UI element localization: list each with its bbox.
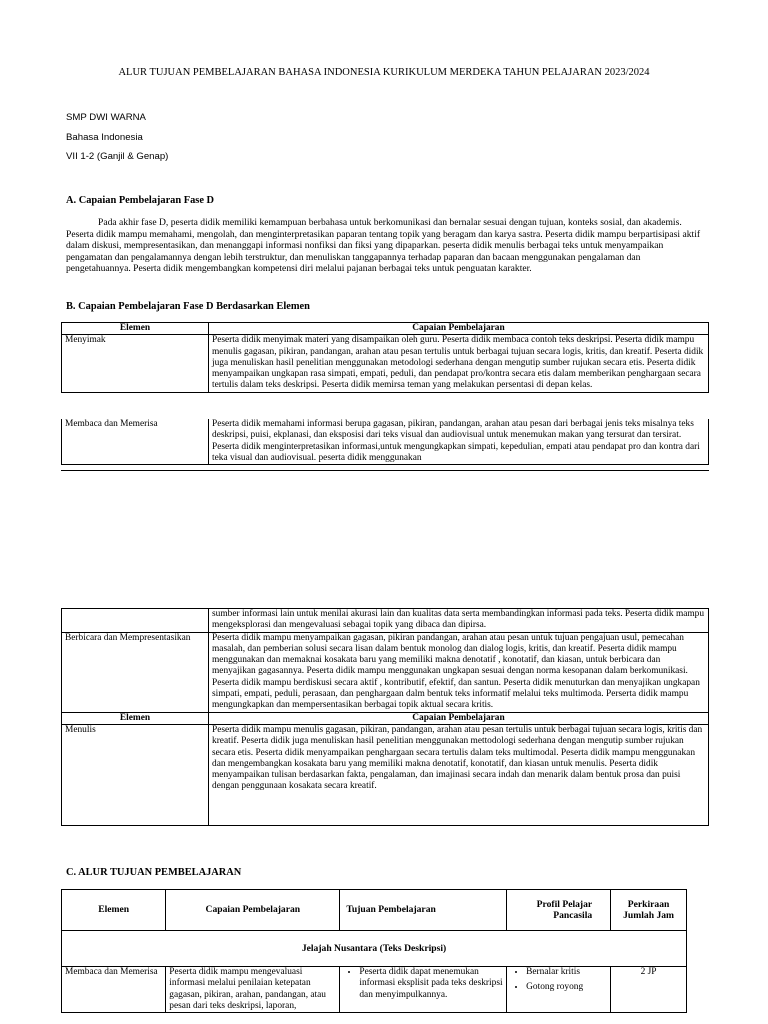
elemen-cell: Membaca dan Memerisa <box>62 419 209 465</box>
col-elemen: Elemen <box>62 890 166 931</box>
section-c-heading: C. ALUR TUJUAN PEMBELAJARAN <box>66 867 242 878</box>
col-capaian: Capaian Pembelajaran <box>209 712 709 724</box>
cp-paragraph: Pada akhir fase D, peserta didik memiliki kemampuan berbahasa untuk berkomunikasi dan bernalar sesuai dengan tujuan, konteks sosial, dan akademis. Peserta didik mampu memahami, mengolah, dan menginterpretasikan paparan tentang topik yang beragam dan karya sastra. Peserta didik mampu berpartisipasi aktif dalam diskusi, mempresentasikan, dan menanggapi informasi nonfiksi dan fiksi yang dipaparkan. peserta didik menulis berbagai teks untuk menyampaikan pengamatan dan pengalamannya dengan lebih terstruktur, dan menuliskan tanggapannya terhadap paparan dan bacaan menggunakan pengalaman dan pengetahuannya. Peserta didik mengembangkan kompetensi diri melalui pajanan berbagai teks untuk penguatan karakter. <box>66 217 701 274</box>
elemen-cell: Berbicara dan Mempresentasikan <box>62 632 209 712</box>
col-profil: Profil Pelajar Pancasila <box>507 890 611 931</box>
tujuan-item: • Peserta didik dapat menemukan informasi eksplisit pada teks deskripsi dan menyimpulkannya. <box>359 967 503 1001</box>
table-row <box>62 967 687 1013</box>
tujuan-cell <box>340 967 507 1013</box>
table-page-break <box>61 419 709 471</box>
profil-item: • Bernalar kritis <box>526 967 607 978</box>
capaian-cell: Peserta didik memahami informasi berupa gagasan, pikiran, pandangan, arahan atau pesan dari berbagai jenis teks misalnya teks deskripsi, puisi, ekplanasi, dan eksposisi dari teks visual dan audiovisual untuk menemukan makan yang tersurat dan tersirat. Peserta didik menginterpretasikan informasi,untuk mengungkapkan simpati, kepedulian, empati atau pendapat pro dan kontra dari teka visual dan audiovisual. peserta didik menggunakan <box>209 419 709 465</box>
table-row <box>62 419 709 465</box>
table-header-row <box>62 323 709 335</box>
table-header-row <box>62 712 709 724</box>
school-name: SMP DWI WARNA <box>66 112 146 123</box>
group-row <box>62 931 687 967</box>
subject-name: Bahasa Indonesia <box>66 132 143 143</box>
col-elemen: Elemen <box>62 712 209 724</box>
elemen-cell: Menyimak <box>62 335 209 392</box>
elemen-cell: Menulis <box>62 724 209 825</box>
elemen-table <box>61 322 709 393</box>
profil-item: • Gotong royong <box>526 982 607 993</box>
col-capaian: Capaian Pembelajaran <box>166 890 340 931</box>
table-row <box>62 609 709 633</box>
elemen-cell: Membaca dan Memerisa <box>62 967 166 1013</box>
capaian-cell: Peserta didik mampu menyampaikan gagasan, pikiran pandangan, arahan atau pesan untuk tujuan pengajuan usul, pemecahan masalah, dan pemberian solusi secara lisan dalam bentuk monolog dan dialog logis, kritis, dan kreatif. Peserta didik mampu menggunakan dan memaknai kosakata baru yang memiliki makna denotatif , konotatif, dan kiasan, untuk berbicara dan menyajikan gagasannya. Peserta didik mampu menggunakan ungkapan sesuai dengan norma kesopanan dalam berkomunikasi. Peserta didik mampu berdiskusi secara aktif , kontributif, efektif, dan santun. Peserta didik menuturkan dan menyajikan ungkapan simpati, empati, peduli, perasaan, dan penghargaan dalm bentuk teks informatif melalui teks multimoda. Perserta didik mampu mengungkapkan dan mempersentasikan berbagai topik aktual secara kritis. <box>209 632 709 712</box>
table-row <box>62 724 709 825</box>
section-b-heading: B. Capaian Pembelajaran Fase D Berdasarkan Elemen <box>66 301 310 312</box>
capaian-cell: Peserta didik menyimak materi yang disampaikan oleh guru. Peserta didik membaca contoh teks deskripsi. Peserta didik mampu menulis gagasan, pikiran, pandangan, arahan atau pesan tertulis untuk berbagai tujuan secara logis, kritis, dan kreatif. Peserta didik juga menuliskan hasil penelitian menggunakan metodologi sederhana dengan mengutip sumber rujukan secara etis. Peserta didik menyampaikan ungkapan rasa simpati, empati, peduli, dan pendapat pro/kontra secara etis dalam memberikan penghargaan secara tertulis dalam teks deskripsi. Peserta didik memirsa teman yang melakukan persentasi di depan kelas. <box>209 335 709 392</box>
col-tujuan: Tujuan Pembelajaran <box>340 890 507 931</box>
elemen-cell-empty <box>62 609 209 633</box>
atp-table <box>61 889 687 1013</box>
capaian-cell: sumber informasi lain untuk menilai akurasi lain dan kualitas data serta membandingkan informasi pada teks. Peserta didik mampu mengeksplorasi dan mengevaluasi sebagai topik yang dibaca dan dipirsa. <box>209 609 709 633</box>
section-a-heading: A. Capaian Pembelajaran Fase D <box>66 195 215 206</box>
capaian-cell: Peserta didik mampu menulis gagasan, pikiran, pandangan, arahan atau pesan tertulis untuk berbagai tujuan secara logis, kritis dan kreatif. Peserta didik juga menuliskan hasil penelitian menggunakan mettodologi sederhana dengan mengutip sumber rujukan secara etis. Peserta didik menyampaikan penghargaan secara tertulis dalam teks multimodal. Peserta didik mampu menggunakan dan mengembangkan kosakata baru yang memiliki makna denotatif, konotatif, dan kiasan untuk menulis. Peserta didik menyampaikan tulisan berdasarkan fakta, pengalaman, dan imajinasi secara indah dan menarik dalam bentuk prosa dan puisi dengan penggunaan kosakata secara kreatif. <box>209 724 709 825</box>
elemen-table-continued <box>61 608 709 826</box>
col-jam: Perkiraan Jumlah Jam <box>611 890 687 931</box>
profil-cell <box>507 967 611 1013</box>
class-name: VII 1-2 (Ganjil & Genap) <box>66 151 169 162</box>
group-title: Jelajah Nusantara (Teks Deskripsi) <box>62 931 687 967</box>
table-header-row <box>62 890 687 931</box>
table-row <box>62 335 709 392</box>
col-elemen: Elemen <box>62 323 209 335</box>
document-title: ALUR TUJUAN PEMBELAJARAN BAHASA INDONESIA KURIKULUM MERDEKA TAHUN PELAJARAN 2023/2024 <box>118 67 650 78</box>
section-a-paragraph <box>66 217 706 275</box>
capaian-cell: Peserta didik mampu mengevaluasi informasi melalui penilaian ketepatan gagasan, pikiran, arahan, pandangan, atau pesan dari teks deskripsi, laporan, <box>166 967 340 1013</box>
elemen-table-part <box>61 419 709 465</box>
table-row <box>62 632 709 712</box>
col-capaian: Capaian Pembelajaran <box>209 323 709 335</box>
jam-cell: 2 JP <box>611 967 687 1013</box>
